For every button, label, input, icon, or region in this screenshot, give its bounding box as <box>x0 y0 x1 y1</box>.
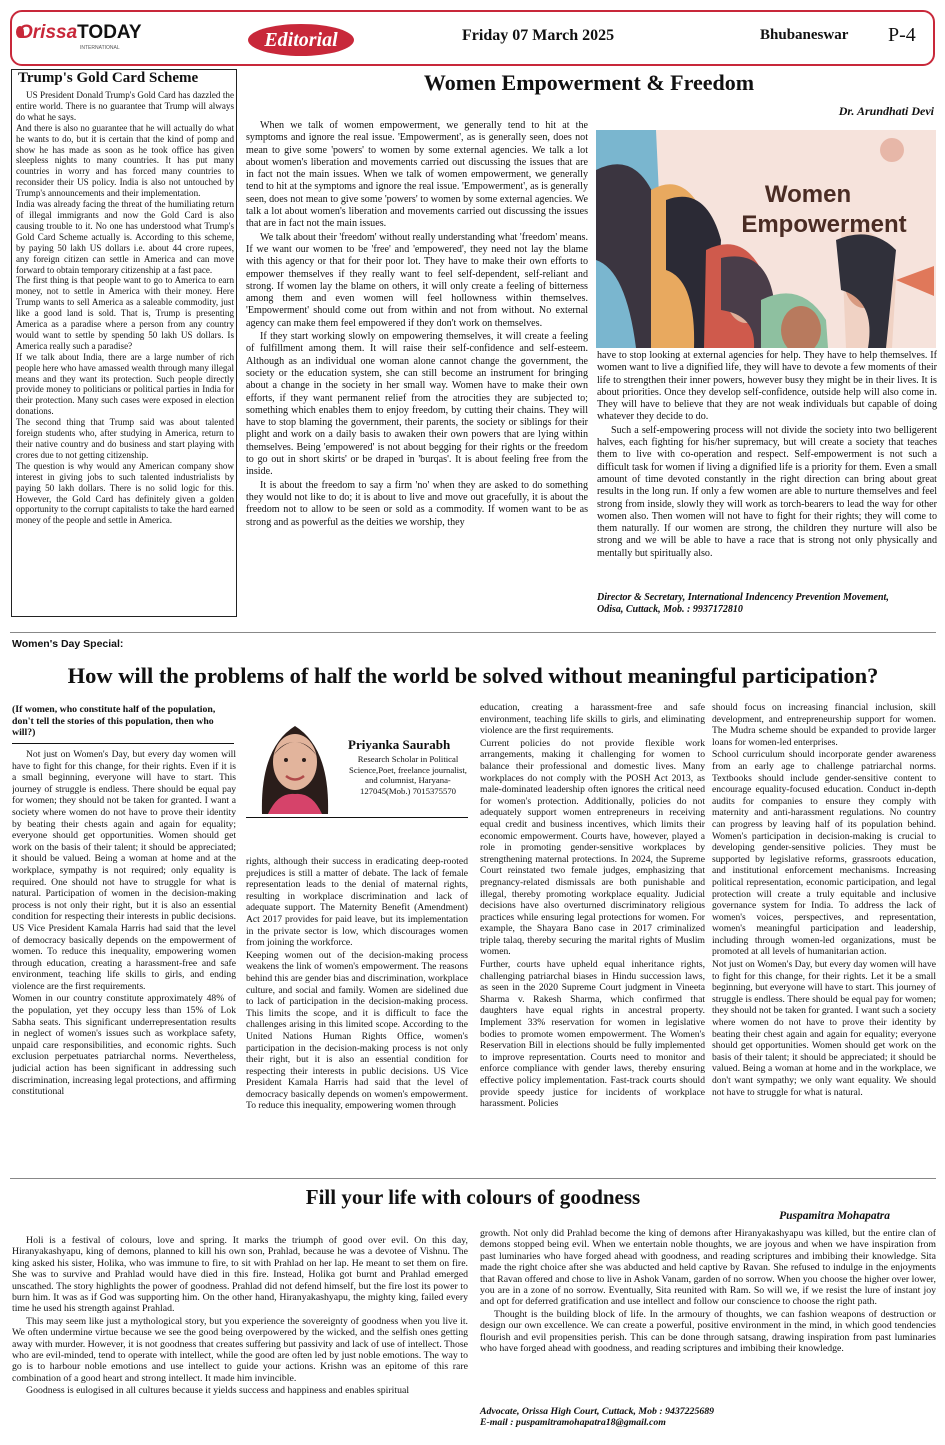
special-label: Women's Day Special: <box>12 638 124 650</box>
paragraph: School curriculum should incorporate gender awareness from an early age to challenge patriarchal norms. Textbooks should include gender-sensitive content to encourage equality-focused education. Conduct in-depth audits for companies to ensure they comply with maternity and anti-harassment regulations. No country can progress by leaving half of its population behind. Women's participation in decision-making is crucial to developing gender-sensitive policies. They must be supported by legislative reforms, grassroots education, and institutional enforcement mechanisms. Increasing political representation, economic participation, and legal protection will create a truly equitable and inclusive governance system for India. To address the lack of women's voices, perspectives, and representation, women's meaningful participation and leadership, including through women-led organizations, must be promoted at all levels of humanitarian action. <box>712 749 936 958</box>
paragraph: Goodness is eulogised in all cultures because it yields success and happiness and enables spiritual <box>26 1385 410 1397</box>
paragraph: Keeping women out of the decision-making process weakens the link of women's empowerment. The reasons behind this are gender bias and discrimination, workplace culture, and social and family. Women are sidelined due to lack of participation in the decision-making process. This limits the scope, and it is difficult to face the challenges arising in this limited scope. According to the United Nations Human Rights Office, women's participation in the decision-making process is not only their right, but it is also an essential condition for respecting their interests in public decisions. US Vice President Kamala Harris had said that the level of democracy basically depends on women's empowerment. To reduce this inequality, empowering women through <box>246 949 468 1112</box>
wd-column-1 <box>12 749 236 1169</box>
paragraph: Women in our country constitute approximately 48% of the population, yet they occupy less than 15% of Lok Sabha seats. This significant underrepresentation results in neglect of women's issues such as workplace safety, unpaid care responsibilities, and economic rights. Such exclusion perpetuates patriarchal norms. Nevertheless, judicial action has been significant in addressing such discrimination, increasing legal protections, and affirming constitutional <box>12 993 236 1098</box>
wd-headline: How will the problems of half the world be solved without meaningful participation? <box>67 663 879 688</box>
signature-line: E-mail : puspamitramohapatra18@gmail.com <box>480 1417 666 1429</box>
paragraph: This may seem like just a mythological story, but you experience the sovereignty of goodness when you live it. We often undermine virtue because we see the good being overpowered by the wicked, and the selfish ones getting away with murder. However, it is not goodness that creates suffering but passivity and lack of use of intellect. Those who are evil-minded, tend to operate with intellect, while the good are often led by just noble emotions. The way to go is to harbour noble emotions and use intellect to guide your actions. Krishn was an epitome of this rare combination of a good heart and strong intellect. It made him invincible. <box>12 1315 468 1384</box>
signature-line: Odisa, Cuttack, Mob. : 9937172810 <box>597 604 743 616</box>
we-signature <box>597 592 937 617</box>
holi-body-right <box>480 1228 936 1408</box>
logo-main: Orissa <box>18 22 78 43</box>
gold-card-body <box>16 90 234 614</box>
page-number: P-4 <box>888 24 916 46</box>
wd-standfirst: (If women, who constitute half of the population, don't tell the stories of this population, then who will?) <box>12 704 216 739</box>
paragraph: India was already facing the threat of the humiliating return of illegal immigrants and now the Gold Card is also causing trouble to it. No one has understood what Trump's Gold Card Scheme actually is. According to this scheme, by paying 50 lakh US dollars i.e. about 44 crore rupees, any foreign citizen can settle in America and can move forward to obtain temporary citizenship at a fast pace. <box>16 199 234 275</box>
paragraph: Further, courts have upheld equal inheritance rights, challenging patriarchal biases in Hindu succession laws, as seen in the 2020 Supreme Court judgment in Vineeta Sharma v. Rakesh Sharma, which confirmed that daughters have equal rights in ancestral property. Implement 33% reservation for women in legislative bodies to promote women empowerment. The Women's Reservation Bill in elections should be fully implemented to improve representation. Courts need to monitor and enforce compliance with gender laws, thereby ensuring effective policy implementation. Fast-track courts should provide speedy justice for incidents of workplace harassment. Policies <box>480 959 705 1110</box>
paragraph: Current policies do not provide flexible work arrangements, making it challenging for women to balance their professional and domestic lives. Many workplaces do not comply with the POSH Act 2013, as male-dominated leadership often ignores the critical need for women's protection. Additionally, policies do not adequately support women entrepreneurs in receiving equal credit and business incentives, which limits their economic empowerment. Courts have, however, played a role in promoting gender-sensitive workplaces by strengthening maternal protections. In 2024, the Supreme Court reinstated two female judges, emphasizing that pregnancy-related dismissals are both punishable and illegal, thereby promoting workplace equality. Judicial decisions have also overturned discriminatory religious practices while ensuring legal protections for women. For example, the Shayara Bano case in 2017 criminalized triple talaq, thereby securing the marital rights of Muslim women. <box>480 737 705 958</box>
paragraph: When we talk of women empowerment, we generally tend to hit at the symptoms and ignore the real issue. 'Empowerment', as is generally seen, does not mean to give some 'powers' to women by some external agencies. We talk a lot about women's liberation and movements carried out discussing the issues that are in fact not the main issues. When we talk of women empowerment, we generally tend to hit at the symptoms and ignore the real issue. 'Empowerment', as is generally seen, does not mean to give some 'powers' to women by some external agencies. We talk a lot about women's liberation and movements carried out discussing the issues that are in fact not the main issues. <box>246 120 588 230</box>
women-empowerment-illustration <box>596 130 936 348</box>
illustration-caption-1: Women <box>764 181 852 208</box>
paragraph: If they start working slowly on empowering themselves, it will create a feeling of fulfillment among them. It will raise their self-confidence and self-esteem. Although as an individual one woman alone cannot change the government, the society or the education system, she can still become an instrument for bringing about a change in the society in her small way. Women have to make their own efforts, if they want permanent relief from the atrocities they are subjected to; something which enables them to enjoy freedom, by cutting their chains. They will have to stop blaming the government, their parents, the society or siblings for their plight and work on a daily basis to awaken their own powers that are lying within themselves. Being 'empowered' is not about begging for their rights or the freedom to go out in short skirts' or be draped in 'burqas'. It is about feeling free from the inside. <box>246 331 588 478</box>
holi-byline: Puspamitra Mohapatra <box>779 1210 890 1222</box>
wd-column-3 <box>480 702 705 1170</box>
signature-line: Director & Secretary, International Indencency Prevention Movement, <box>597 592 889 603</box>
author-name: Priyanka Saurabh <box>348 737 451 752</box>
logo-accent: TODAY <box>77 22 142 43</box>
paragraph: Such a self-empowering process will not divide the society into two belligerent halves, each fighting for his/her supremacy, but will create a society that teaches them to live with co-operation and respect. Self-empowerment is not such a difficult task for women if living a dignified life is a priority for them. Even a small amount of time devoted constantly in the right direction can bring about great results in the long run. If only a few women are able to nurture themselves and feel strong from inside, slowly they will work as torch-bearers to lead the way for other women also. Then women will not have to fight for their rights; they will come to them naturally. If our women are strong, the children they nurture will also be strong and we will be able to have a race that is strong not only physically and mentally but spiritually also. <box>597 424 937 559</box>
paragraph: growth. Not only did Prahlad become the king of demons after Hiranyakashyapu was killed, but the entire clan of demons stopped being evil. When we entertain noble thoughts, we are joyous and when we have inspiration from past luminaries who have forged ahead with goodness, and reading scriptures and imbibing their knowledge. Sita made the right choice after she was abducted and held captive by Ravan. She refused to indulge in the enjoyments that Ravan offered and chose to live in Ashok Vanam, garden of no sorrow. When you choose the higher over lower, you are in a zone of no sorrow. Eventually, Sita reunited with Ram. So will we, if we resist the lure of instant joy and opt for deferred gratification and use intellect and follow our conscience to choose the right path. <box>480 1228 936 1308</box>
section-badge: Editorial <box>248 24 354 56</box>
gold-card-headline: Trump's Gold Card Scheme <box>18 70 199 86</box>
we-body-right <box>597 350 937 594</box>
paragraph: Holi is a festival of colours, love and spring. It marks the triumph of good over evil. On this day, Hiranyakashyapu, king of demons, planned to kill his own son, Prahlad, because he was a devotee of Vishnu. The king asked his sister, Holika, who was immune to fire, to sit with Prahlad on her lap. He meant to set them on fire. She was to survive and Prahlad would have died in this fire. Instead, Holika got burnt and Prahlad emerged unscathed. The story highlights the power of goodness. Prahlad did not defend himself, but the fire lost its power to burn him. It was as if God was supporting him. On the other hand, Hiranyakashyapu, the mighty king, failed every time he used his strength against Prahlad. <box>12 1235 468 1315</box>
paragraph: Thought is the building block of life. In the armoury of thoughts, we can fashion weapons of destruction or design our own excellence. We can create a powerful, positive environment in the mind, in which good tendencies flourish and evil propensities perish. This can be done through satsang, drawing inspiration from past luminaries who have forged ahead with goodness, and reading scriptures and imbibing their knowledge. <box>480 1308 936 1355</box>
decor-circle <box>880 138 904 162</box>
paragraph: The first thing is that people want to go to America to earn money, not to settle in America with their money. Here Trump wants to sell America as a saleable commodity, just like a good land is sold. That is, Trump is presenting America as a paradise where a person from any country would want to settle by spending 50 lakh US dollars. Is America really such a paradise? <box>16 275 234 351</box>
paragraph: And there is also no guarantee that he will actually do what he wants to do, but it is certain that the kind of pomp and show he has made as soon as he took office has given sleepless nights to many countries. It has put many countries in worry and has forced many countries to reconsider their US policy. India is also not untouched by Trump's announcements and their implementation. <box>16 122 234 199</box>
paragraph: We talk about their 'freedom' without really understanding what 'freedom' means. If we want our women to be 'free' and 'empowered', they need not lay the blame with this agency or that for their poor lot. They have to make their own efforts to empower themselves if they really want to feel self-dependent, self-reliant and strong. If women lay the blame on others, it will only create a feeling of bitterness among them and even women will feel hollowness within themselves. 'Empowerment' should come out from within and not from without. No external agency can make them feel empowered if they don't work on themselves. <box>246 231 588 329</box>
we-body-left <box>246 120 588 620</box>
paragraph: If we talk about India, there are a large number of rich people here who have amassed wealth through many illegal means and they want its protection. Such people directly provide money to politicians or political parties in India for their protection. Many such cases were exposed in election donations. <box>16 351 234 417</box>
paragraph: education, creating a harassment-free and safe environment, teaching life skills to girls, and eliminating violence are the first requirements. <box>480 702 705 737</box>
issue-date: Friday 07 March 2025 <box>462 27 615 44</box>
paragraph: Not just on Women's Day, but every day women will have to fight for this change, for their rights. Even if it is a small beginning, everyone will have to start. This journey of struggle is endless. There should be equal pay for women; they should not be taken for granted. I want a society where women do not have to prove their identity by beating their chests again and again for equality; everyone should get opportunities. Women should get work on the basis of their talent; it should be appreciated; it should be valued. Being a woman at home and at the workplace, sympathy is not required; only equality is required. One should not have to struggle for what is natural. Participation of women in the decision-making process is not only their right, but it is also an essential condition for respecting their interests in public decisions. US Vice President Kamala Harris had said that the level of democracy basically depends on the empowerment of women. To reduce this inequality, empowering women through education, creating a harassment-free and safe environment, teaching life skills to girls, and ending violence are the first requirements. <box>12 749 236 992</box>
holi-body-left <box>12 1235 468 1435</box>
standfirst-rule <box>12 743 234 744</box>
wd-column-2 <box>246 856 468 1170</box>
paragraph: The second thing that Trump said was about talented foreign students who, after studying in America, return to their native country and do business and start playing with crores due to not getting citizenship. <box>16 417 234 460</box>
illustration-caption-2: Empowerment <box>741 211 907 238</box>
paragraph: It is about the freedom to say a firm 'no' when they are asked to do something they would not like to do; it is about to live and move out gracefully, it is about the freedom not to allow to be seen or sold as a commodity. If women want to be as strong and as powerful as the deities we worship, they <box>246 479 588 528</box>
paragraph: have to stop looking at external agencies for help. They have to help themselves. If women want to live a dignified life, they will have to devote a few moments of their life to strengthen their inner powers, however busy they might be in their lives. It is about priorities. Once they develop self-confidence, outside help will also come in. They will have to believe that they are not weak individuals but capable of doing whatever they decide to do. <box>597 350 937 423</box>
edition-city: Bhubaneswar <box>760 27 849 43</box>
we-headline: Women Empowerment & Freedom <box>423 70 755 95</box>
paragraph: rights, although their success in eradicating deep-rooted prejudices is still a matter of debate. The lack of female representation leads to the denial of maternal rights, resulting in workplace discrimination and lack of adequate support. The Maternity Benefit (Amendment) Act 2017 provides for paid leave, but its implementation in the private sector is low, which discourages women from joining the workforce. <box>246 856 468 949</box>
wd-column-4 <box>712 702 936 1170</box>
author-photo <box>248 708 342 814</box>
paragraph: Not just on Women's Day, but every day women will have to fight for this change, for their rights. Let it be a small beginning, but everyone will have to start. This journey of struggle is endless. There should be equal pay for women; they should not be taken for granted. I want such a society where women do not have to prove their identity by beating their chest again and again for equality; everyone should get opportunities. Women should get work on the basis of their talent; it should be appreciated; it should be valued. Being a woman at home and in the workplace, we don't want sympathy; we only want equality. We should not have to struggle for what is natural. <box>712 959 936 1098</box>
signature-line: Advocate, Orissa High Court, Cuttack, Mob : 9437225689 <box>480 1406 715 1417</box>
author-info: Research Scholar in Political Science,Poet, freelance journalist, and columnist, Haryana-127045(Mob.) 7015375570 <box>349 754 467 796</box>
holi-signature <box>480 1406 936 1429</box>
newspaper-logo <box>18 22 148 50</box>
we-byline: Dr. Arundhati Devi <box>838 104 934 118</box>
section-divider <box>10 632 936 633</box>
logo-sub: INTERNATIONAL <box>80 45 120 51</box>
paragraph: The question is why would any American company show interest in giving jobs to such talented industrialists by paying 50 lakh dollars. There is no solid logic for this. However, the Gold Card has definitely given a golden opportunity to the corrupt capitalists to take the hard earned money of the people and settle in America. <box>16 460 234 526</box>
paragraph: should focus on increasing financial inclusion, skill development, and entrepreneurship support for women. The Mudra scheme should be expanded to provide larger loans for women-led enterprises. <box>712 702 936 748</box>
holi-headline: Fill your life with colours of goodness <box>305 1185 641 1209</box>
section-divider <box>10 1178 936 1179</box>
paragraph: US President Donald Trump's Gold Card has dazzled the entire world. There is no guarantee that Trump will always do what he says. <box>16 90 234 122</box>
